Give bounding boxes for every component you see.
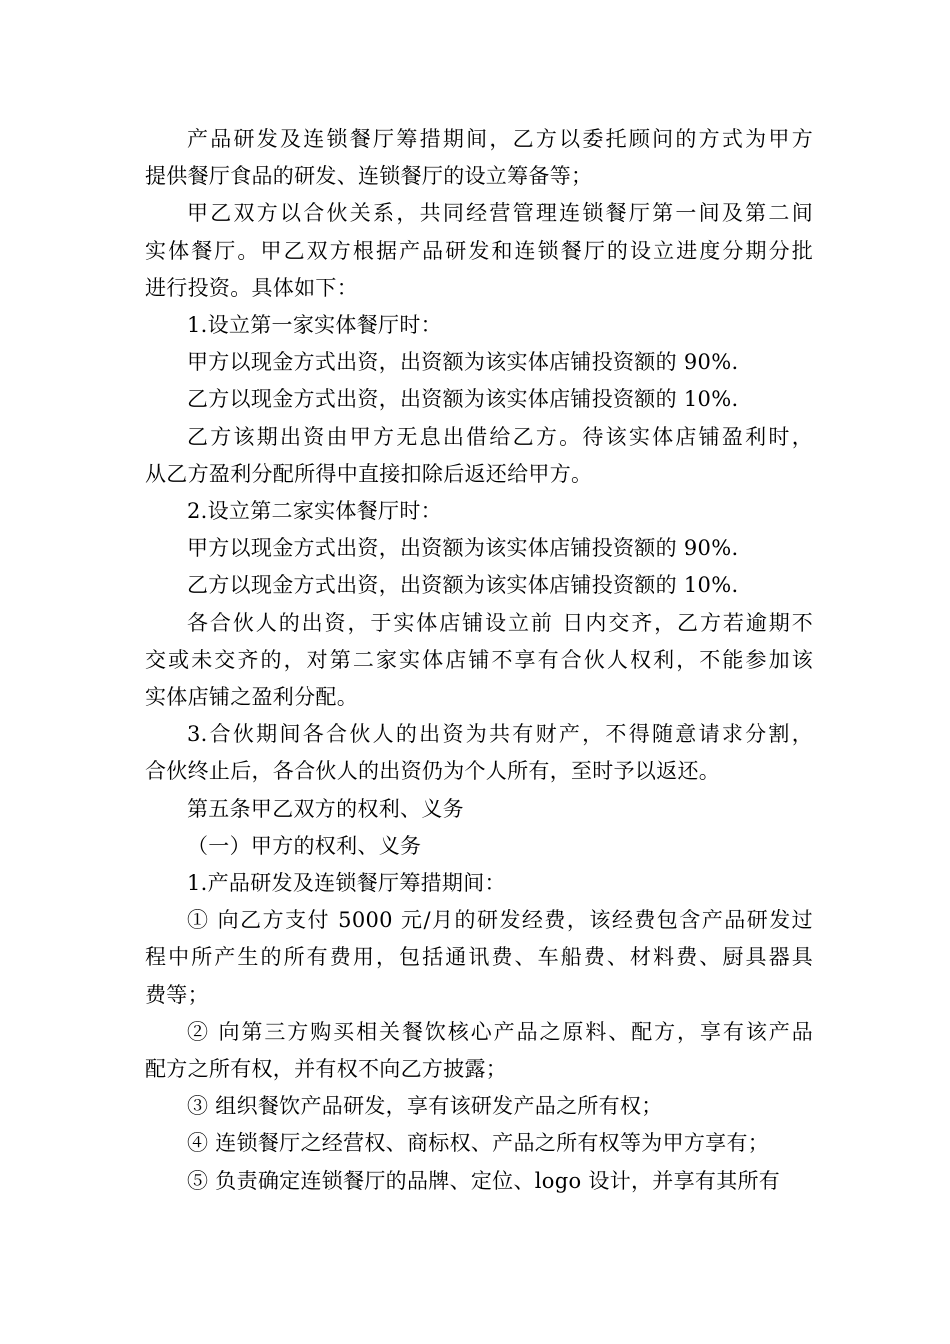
text-line: ⑤ 负责确定连锁餐厅的品牌、定位、logo 设计，并享有其所有 [187, 1168, 781, 1193]
text-line: ② 向第三方购买相关餐饮核心产品之原料、配方，享有该产品 [187, 1019, 813, 1044]
paragraph [145, 865, 813, 902]
paragraph [145, 381, 813, 418]
text-line: ③ 组织餐饮产品研发，享有该研发产品之所有权； [187, 1094, 663, 1119]
paragraph [145, 716, 813, 790]
text-line: 费等； [145, 982, 209, 1007]
text-line: 交或未交齐的，对第二家实体店铺不享有合伙人权利，不能参加该 [145, 647, 813, 672]
paragraph [145, 605, 813, 717]
text-line: （一）甲方的权利、义务 [187, 833, 422, 858]
text-line: 2.设立第二家实体餐厅时： [187, 499, 442, 524]
document-body [145, 121, 813, 1200]
text-line: ④ 连锁餐厅之经营权、商标权、产品之所有权等为甲方享有； [187, 1131, 770, 1156]
text-line: 第五条甲乙双方的权利、义务 [187, 796, 464, 821]
text-line: 进行投资。具体如下： [145, 275, 358, 300]
text-line: 程中所产生的所有费用，包括通讯费、车船费、材料费、厨具器具 [145, 945, 813, 970]
text-line: 乙方以现金方式出资，出资额为该实体店铺投资额的 10%. [187, 573, 739, 598]
paragraph [145, 1125, 813, 1162]
text-line: 合伙终止后，各合伙人的出资仍为个人所有，至时予以返还。 [145, 759, 721, 784]
text-line: 甲方以现金方式出资，出资额为该实体店铺投资额的 90%. [187, 536, 739, 561]
paragraph [145, 1088, 813, 1125]
text-line: 产品研发及连锁餐厅筹措期间，乙方以委托顾问的方式为甲方 [187, 127, 813, 151]
paragraph [145, 791, 813, 828]
paragraph [145, 307, 813, 344]
paragraph [145, 530, 813, 567]
text-line: 各合伙人的出资，于实体店铺设立前 日内交齐，乙方若逾期不 [187, 610, 813, 635]
text-line: 3.合伙期间各合伙人的出资为共有财产，不得随意请求分割， [187, 722, 813, 747]
text-line: 实体餐厅。甲乙双方根据产品研发和连锁餐厅的设立进度分期分批 [145, 238, 813, 263]
paragraph [145, 1014, 813, 1088]
paragraph [145, 1163, 813, 1200]
text-line: 甲方以现金方式出资，出资额为该实体店铺投资额的 90%. [187, 350, 739, 375]
text-line: ① 向乙方支付 5000 元/月的研发经费，该经费包含产品研发过 [187, 908, 813, 933]
paragraph [145, 902, 813, 1014]
text-line: 配方之所有权，并有权不向乙方披露； [145, 1057, 508, 1082]
paragraph [145, 567, 813, 604]
text-line: 1.产品研发及连锁餐厅筹措期间： [187, 871, 506, 896]
text-line: 乙方该期出资由甲方无息出借给乙方。待该实体店铺盈利时， [187, 424, 813, 449]
text-line: 提供餐厅食品的研发、连锁餐厅的设立筹备等； [145, 164, 593, 189]
text-line: 甲乙双方以合伙关系，共同经营管理连锁餐厅第一间及第二间 [187, 201, 813, 226]
paragraph [145, 195, 813, 307]
text-line: 1.设立第一家实体餐厅时： [187, 313, 442, 338]
paragraph [145, 419, 813, 493]
paragraph [145, 121, 813, 195]
text-line: 实体店铺之盈利分配。 [145, 685, 358, 710]
paragraph [145, 344, 813, 381]
paragraph [145, 828, 813, 865]
text-line: 从乙方盈利分配所得中直接扣除后返还给甲方。 [145, 461, 593, 486]
paragraph [145, 493, 813, 530]
text-line: 乙方以现金方式出资，出资额为该实体店铺投资额的 10%. [187, 387, 739, 412]
